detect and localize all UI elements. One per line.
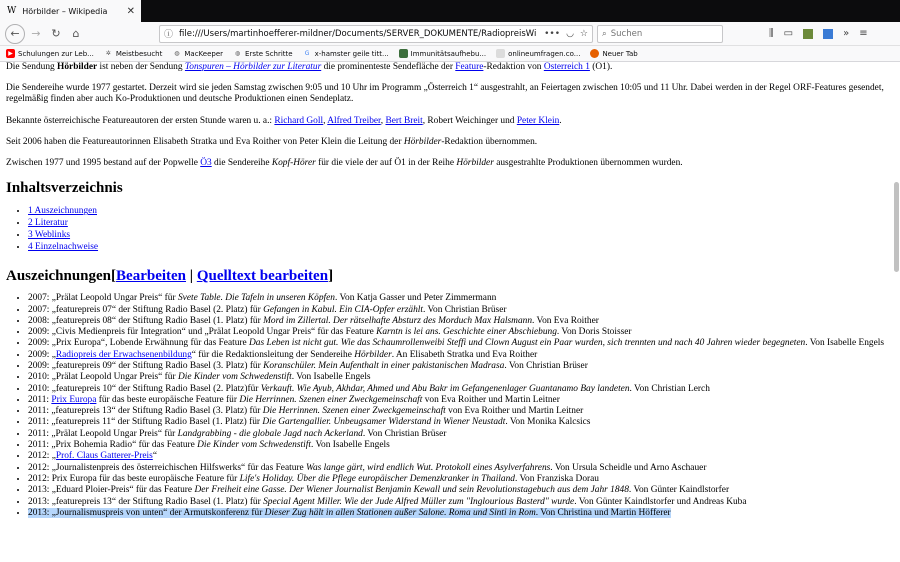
award-item: [28, 293, 890, 304]
award-text: für das beste europäische Feature für: [96, 394, 240, 405]
toc-item: • 3 Weblinks: [28, 229, 890, 241]
award-text: . Von Ursula Scheidle und Arno Aschauer: [550, 462, 707, 473]
wikipedia-favicon-icon: W: [7, 6, 17, 16]
award-text: 2009: „featurepreis 09“ der Stiftung Radio Basel (3. Platz) für: [28, 361, 264, 371]
awards-list: [6, 293, 890, 519]
browser-tab[interactable]: [0, 0, 141, 22]
award-link[interactable]: Prix Europa: [51, 394, 97, 405]
award-text: . Von Günter Kaindlstorfer und Andreas Kuba: [574, 496, 747, 507]
award-text: . Von Isabelle Engels: [805, 338, 885, 349]
toc-heading: Inhaltsverzeichnis: [6, 180, 123, 197]
intro-paragraph: Die Sendung Hörbilder ist neben der Sendung Tonspuren – Hörbilder zur Literatur die prominenteste Sendefläche der Feature-Redaktion von Österreich 1 (Ö1).: [6, 62, 613, 72]
award-link[interactable]: Prof. Claus Gatterer-Preis: [55, 451, 153, 462]
bookmark-item[interactable]: G x-hamster geile titt...: [303, 49, 389, 58]
award-item: [28, 361, 890, 372]
award-text: 2013: „Eduard Ploier-Preis“ für das Feature: [28, 485, 195, 496]
award-text: . Von Monika Kalcsics: [505, 417, 591, 428]
award-text: . An Elisabeth Stratka und Eva Roither: [391, 349, 538, 360]
forward-arrow-icon[interactable]: →: [31, 27, 41, 40]
award-title: Landgrabbing - die globale Jagd nach Ackerland: [177, 428, 363, 439]
award-text: . Von Isabelle Engels: [310, 440, 390, 451]
award-text: 2012: „Journalistenpreis des österreichischen Hilfswerks“ für das Feature: [28, 462, 307, 473]
globe-icon: ◍: [234, 50, 241, 57]
search-icon: ⌕: [602, 28, 607, 39]
globe-icon: ◍: [174, 50, 180, 57]
award-text: 2009: „Civis Medienpreis für Integration“ und „Prälat Leopold Ungar Preis“ für das Feature: [28, 327, 377, 338]
award-text: . Von Christian Lerch: [629, 383, 710, 394]
award-text: 2011: „featurepreis 13“ der Stiftung Radio Basel (3. Platz) für: [28, 406, 263, 417]
award-text: 2010: „featurepreis 10“ der Stiftung Radio Basel (2. Platz)für: [28, 383, 261, 394]
award-text: 2011: „featurepreis 11“ der Stiftung Radio Basel (1. Platz) für: [28, 417, 263, 428]
award-title: Karntn is lei ans. Geschichte einer Abschiebung: [376, 327, 557, 338]
award-title: Die Gartengallier. Unbeugsamer Widerstand in Wiener Neustadt: [262, 417, 506, 428]
info-icon[interactable]: ⓘ: [164, 30, 174, 40]
bookmark-item[interactable]: Neuer Tab: [590, 49, 637, 58]
award-title: Verkauft. Wie Ayub, Akhdar, Ahmed und Abu Bakr im Gefangenenlager Guantanamo Bay landeten: [260, 383, 630, 394]
award-item: [28, 316, 890, 327]
award-text: . Von Franziska Dorau: [514, 473, 599, 484]
award-item: [28, 474, 890, 485]
award-text: . Von Christina und Martin Höfferer: [535, 507, 671, 518]
google-icon: G: [304, 50, 310, 57]
close-icon[interactable]: ✕: [126, 5, 135, 17]
url-bar[interactable]: [159, 25, 593, 43]
award-item: [28, 338, 890, 349]
link-tonspuren[interactable]: Tonspuren – Hörbilder zur Literatur: [184, 62, 322, 72]
award-link[interactable]: Radiopreis der Erwachsenenbildung: [55, 349, 192, 360]
award-title: Die Herrinnen. Szenen einer Zweckgemeinschaft: [239, 394, 423, 405]
award-text: 2012: „: [28, 451, 56, 462]
menu-icon[interactable]: ≡: [859, 28, 868, 39]
kopf-hoerer-paragraph: Zwischen 1977 und 1995 bestand auf der Popwelle Ö3 die Sendereihe Kopf-Hörer für die viele der auf Ö1 in der Reihe Hörbilder ausgestrahlte Produktionen übernommen wurden.: [6, 158, 683, 169]
pocket-icon[interactable]: ◡: [566, 28, 574, 39]
tab-bar: [0, 0, 900, 22]
award-item: [28, 485, 890, 496]
award-title: Dieser Zug hält in allen Stationen außer Salone. Roma und Sinti in Rom: [264, 507, 536, 518]
award-text: . Von Isabelle Engels: [291, 372, 371, 383]
award-item: [28, 372, 890, 383]
search-box[interactable]: [597, 25, 723, 43]
bookmark-item[interactable]: ◍ Erste Schritte: [234, 49, 293, 58]
award-item: [28, 463, 890, 474]
youtube-icon: ▶: [6, 49, 15, 58]
tab-title: Hörbilder – Wikipedia: [22, 6, 108, 16]
authors-paragraph: Bekannte österreichische Featureautoren der ersten Stunde waren u. a.: Richard Goll, Alfred Treiber, Bert Breit, Robert Weichinger und Peter Klein.: [6, 115, 562, 126]
scrollbar[interactable]: [894, 182, 899, 272]
award-title: Der Freiheit eine Gasse. Der Wiener Journalist Benjamin Kewall und sein Revolutionstagebuch aus dem Jahr 1848: [194, 485, 629, 496]
award-text: . Von Katja Gasser und Peter Zimmermann: [334, 293, 497, 304]
award-text: 2009: „Prix Europa“, Lobende Erwähnung für das Feature: [28, 338, 250, 349]
award-text: 2011:: [28, 394, 52, 405]
award-text: 2013: „featurepreis 13“ der Stiftung Radio Basel (1. Platz) für: [28, 496, 264, 507]
award-title: Koranschüler. Mein Aufenthalt in einer pakistanischen Madrasa: [263, 361, 505, 371]
award-text: 2011: „Prix Bohemia Radio“ für das Feature: [28, 440, 198, 451]
overflow-chevron-icon[interactable]: »: [843, 28, 850, 39]
award-text: . Von Doris Stoisser: [556, 327, 632, 338]
library-icon[interactable]: ⫼: [769, 28, 774, 39]
link-feature[interactable]: Feature: [455, 62, 484, 72]
back-arrow-icon[interactable]: ←: [5, 24, 25, 44]
award-text: von Eva Roither und Martin Leitner: [445, 406, 584, 417]
award-item: [28, 395, 890, 406]
award-title: Hörbilder: [354, 349, 392, 360]
extension-icon[interactable]: [803, 29, 813, 39]
schedule-paragraph: Die Sendereihe wurde 1977 gestartet. Derzeit wird sie jeden Samstag zwischen 9:05 und 10 Uhr im Programm „Österreich 1“ ausgestrahlt, an Feiertagen zwischen 10:05 und 11 Uhr. Dabei werden in der Regel ORF-Features gesendet, regelmäßig finden aber auch Ko-Produktionen und deutsche Produktionen einen Sendeplatz.: [6, 83, 884, 105]
award-title: Life's Holiday. Über die Pflege europäischer Demenzkranker in Thailand: [239, 473, 515, 484]
award-item: [28, 451, 890, 462]
leadership-paragraph: Seit 2006 haben die Featureautorinnen Elisabeth Stratka und Eva Roither von Peter Klein die Leitung der Hörbilder-Redaktion übernommen.: [6, 136, 538, 147]
page-actions-icon[interactable]: •••: [544, 28, 561, 39]
award-title: Special Agent Miller. Wie der Jude Alfred Müller zum "Inglourious Basterd" wurde: [263, 496, 575, 507]
page-content: [0, 62, 900, 562]
link-alfred-treiber[interactable]: Alfred Treiber: [327, 115, 381, 126]
table-of-contents: [6, 205, 890, 253]
bookmark-item[interactable]: ◍ MacKeeper: [174, 49, 224, 58]
bookmark-star-icon[interactable]: ☆: [579, 28, 588, 39]
award-item: [28, 350, 890, 361]
bookmark-item[interactable]: onlineumfragen.co...: [496, 49, 580, 58]
award-item: [28, 327, 890, 338]
award-title: Was lange gärt, wird endlich Wut. Protokoll eines Asylverfahrens: [306, 462, 551, 473]
toc-item: • 1 Auszeichnungen: [28, 205, 890, 217]
award-text: “: [152, 451, 157, 462]
search-placeholder: Suchen: [610, 28, 643, 39]
link-oesterreich-1[interactable]: Österreich 1: [543, 62, 590, 72]
award-text: 2007: „Prälat Leopold Ungar Preis“ für: [28, 293, 178, 304]
award-title: Svete Table. Die Tafeln in unseren Köpfen: [177, 293, 335, 304]
toc-item: • 4 Einzelnachweise: [28, 241, 890, 253]
link-oe3[interactable]: Ö3: [200, 158, 212, 169]
edit-link[interactable]: Bearbeiten: [116, 268, 187, 285]
award-text: 2010: „Prälat Leopold Ungar Preis“ für: [28, 372, 178, 383]
award-text: . Von Christian Brüser: [504, 361, 588, 371]
link-peter-klein[interactable]: Peter Klein: [516, 115, 560, 126]
page-icon: [496, 49, 505, 58]
bookmarks-toolbar: [0, 46, 900, 62]
source-edit-link[interactable]: Quelltext bearbeiten: [196, 268, 329, 285]
award-text: 2007: „featurepreis 07“ der Stiftung Radio Basel (2. Platz) für: [28, 304, 264, 315]
award-title: Die Herrinnen. Szenen einer Zweckgemeinschaft: [262, 406, 446, 417]
award-text: 2011: „Prälat Leopold Ungar Preis“ für: [28, 428, 178, 439]
award-item: [28, 440, 890, 451]
section-heading-auszeichnungen: Auszeichnungen[Bearbeiten | Quelltext bearbeiten]: [6, 268, 334, 285]
award-text: . Von Christian Brüser: [422, 304, 507, 315]
award-title: Mord im Zillertal. Der rätselhafte Absturz des Morduch Max Halsmann: [263, 315, 533, 326]
award-item: [28, 497, 890, 508]
award-title: Die Kinder vom Schwedenstift: [177, 372, 292, 383]
award-item: [28, 305, 890, 316]
award-title: Das Leben ist nicht gut. Wie das Schaumrollenweibi Steffi und Clown August ein Paar wurden, sich trennten und nach 40 Jahren wieder begegneten: [249, 338, 806, 349]
toc-item: • 2 Literatur: [28, 217, 890, 229]
home-icon[interactable]: ⌂: [72, 27, 80, 40]
award-text: . Von Günter Kaindlstorfer: [628, 485, 730, 496]
sidebar-icon[interactable]: ▭: [783, 28, 794, 39]
award-text: 2012: Prix Europa für das beste europäische Feature für: [28, 473, 240, 484]
award-text: 2013: „Journalismuspreis von unten“ der Armutskonferenz für: [28, 507, 265, 518]
award-text: von Eva Roither und Martin Leitner: [422, 394, 560, 405]
award-item: [28, 429, 890, 440]
url-text[interactable]: file:///Users/martinhoefferer-mildner/Documents/SERVER_DOKUMENTE/RadiopreisWi: [179, 28, 537, 39]
reload-icon[interactable]: ↻: [51, 27, 61, 40]
firefox-icon: [590, 49, 599, 58]
award-title: Gefangen in Kabul. Ein CIA-Opfer erzählt: [263, 304, 423, 315]
link-richard-goll[interactable]: Richard Goll: [274, 115, 324, 126]
bookmark-item[interactable]: ▶ Schulungen zur Leb...: [6, 49, 94, 58]
gear-icon: ✲: [105, 50, 111, 57]
award-item: [28, 384, 890, 395]
award-text: 2009: „: [28, 349, 56, 360]
navigation-bar: [0, 22, 900, 46]
award-item: [28, 508, 890, 519]
bookmark-item[interactable]: ✲ Meistbesucht: [105, 49, 163, 58]
award-title: Die Kinder vom Schwedenstift: [197, 440, 311, 451]
award-text: . Von Eva Roither: [532, 315, 599, 326]
award-item: [28, 406, 890, 417]
award-text: “ für die Redaktionsleitung der Sendereihe: [191, 349, 355, 360]
award-text: . Von Christian Brüser: [362, 428, 447, 439]
bookmark-item[interactable]: Immunitätsaufhebu...: [399, 49, 486, 58]
award-item: [28, 417, 890, 428]
page-icon: [399, 49, 408, 58]
award-text: 2008: „featurepreis 08“ der Stiftung Radio Basel (1. Platz) für: [28, 315, 264, 326]
link-bert-breit[interactable]: Bert Breit: [385, 115, 423, 126]
screenshot-icon[interactable]: [823, 29, 833, 39]
